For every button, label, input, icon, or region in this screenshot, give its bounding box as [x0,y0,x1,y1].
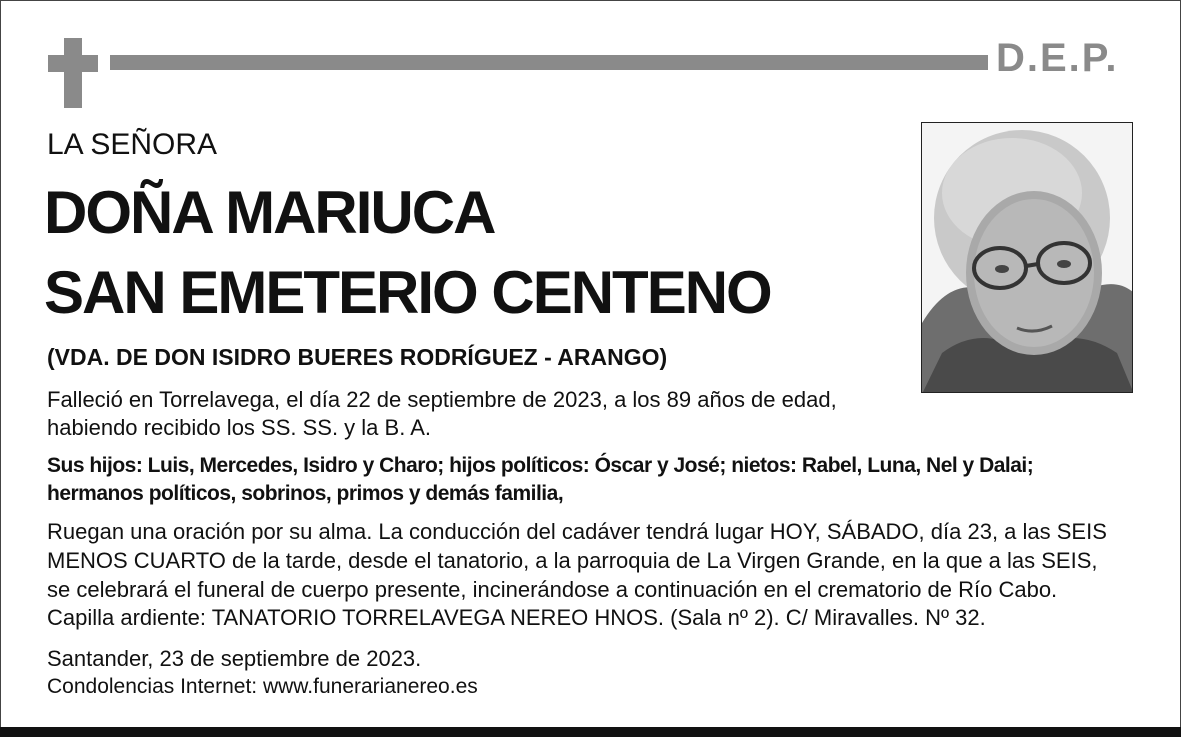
ceremony-line-2: MENOS CUARTO de la tarde, desde el tanatorio, a la parroquia de La Virgen Grande, en la que a las SEIS, [47,548,1098,573]
ceremony-line-1: Ruegan una oración por su alma. La conducción del cadáver tendrá lugar HOY, SÁBADO, día 23, a las SEIS [47,519,1107,544]
dep-label: D.E.P. [996,36,1119,80]
place-date: Santander, 23 de septiembre de 2023. [47,646,422,671]
title-prefix: LA SEÑORA [47,128,218,161]
family-line-2: hermanos políticos, sobrinos, primos y demás familia, [47,482,564,505]
death-line-1: Falleció en Torrelavega, el día 22 de septiembre de 2023, a los 89 años de edad, [47,387,837,412]
widow-line: (VDA. DE DON ISIDRO BUERES RODRÍGUEZ - ARANGO) [47,344,668,370]
portrait-photo [921,122,1133,393]
bottom-bar [0,727,1181,737]
ceremony-line-3: se celebrará el funeral de cuerpo presente, incinerándose a continuación en el crematorio de Río Cabo. [47,577,1058,602]
condolences-link[interactable]: Condolencias Internet: www.funerarianereo.es [47,675,478,698]
ceremony-line-4: Capilla ardiente: TANATORIO TORRELAVEGA NEREO HNOS. (Sala nº 2). C/ Miravalles. Nº 32. [47,605,986,630]
family-line-1: Sus hijos: Luis, Mercedes, Isidro y Charo; hijos políticos: Óscar y José; nietos: Rabel, Luna, Nel y Dalai; [47,454,1034,477]
deceased-name-line1: DOÑA MARIUCA [44,179,495,246]
header-rule [110,55,988,70]
deceased-name-line2: SAN EMETERIO CENTENO [44,259,771,326]
death-line-2: habiendo recibido los SS. SS. y la B. A. [47,415,432,440]
